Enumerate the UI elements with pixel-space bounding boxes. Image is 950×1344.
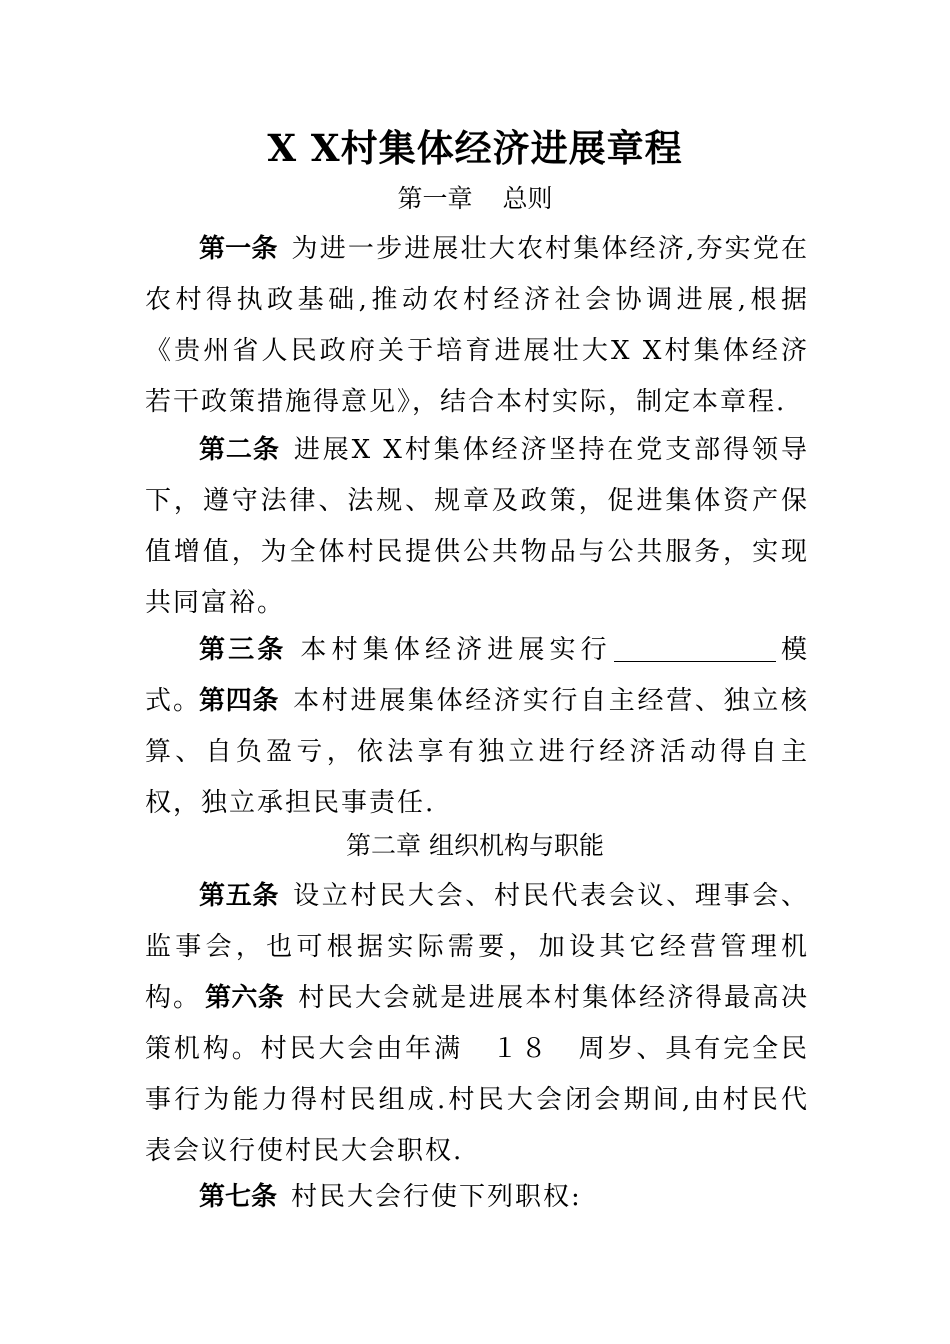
article-3-text-after: 模式。 — [145, 635, 809, 716]
article-3-text-before: 本村集体经济进展实行 — [300, 635, 612, 665]
article-5-label: 第五条 — [199, 881, 280, 911]
article-7 — [145, 1172, 809, 1223]
article-1-text: 为进一步进展壮大农村集体经济,夯实党在农村得执政基础,推动农村经济社会协调进展,根据《贵州省人民政府关于培育进展壮大X X村集体经济若干政策措施得意见》，结合本村实际，制定本章程. — [145, 234, 809, 417]
chapter-2-name: 组织机构与职能 — [428, 831, 604, 860]
document-title: X X村集体经济进展章程 — [267, 126, 683, 170]
chapter-2-number: 第二章 — [346, 831, 422, 860]
article-5-text: 设立村民大会、村民代表会议、理事会、监事会，也可根据实际需要，加设其它经营管理机构。 — [145, 881, 809, 1013]
article-6-label: 第六条 — [205, 983, 285, 1013]
article-2-label: 第二条 — [199, 435, 280, 465]
article-7-text: 村民大会行使下列职权: — [291, 1182, 582, 1212]
article-2 — [145, 425, 809, 629]
fill-in-blank-field[interactable] — [614, 631, 776, 662]
article-7-label: 第七条 — [199, 1182, 278, 1212]
chapter-1-heading — [0, 181, 950, 217]
article-4-text: 本村进展集体经济实行自主经营、独立核算、自负盈亏，依法享有独立进行经济活动得自主权，独立承担民事责任. — [145, 686, 809, 818]
article-4-label: 第四条 — [199, 686, 280, 716]
article-2-text: 进展X X村集体经济坚持在党支部得领导下，遵守法律、法规、规章及政策，促进集体资产保值增值，为全体村民提供公共物品与公共服务，实现共同富裕。 — [145, 435, 809, 618]
chapter-2-heading — [0, 828, 950, 864]
article-1-label: 第一条 — [199, 234, 278, 264]
article-6 — [145, 973, 809, 1177]
chapter-1-name: 总则 — [502, 184, 553, 213]
article-4 — [145, 676, 809, 829]
article-6-text: 村民大会就是进展本村集体经济得最高决策机构。村民大会由年满 １８ 周岁、具有完全民事行为能力得村民组成.村民大会闭会期间,由村民代表会议行使村民大会职权. — [145, 983, 809, 1166]
article-1 — [145, 224, 809, 428]
chapter-1-number: 第一章 — [397, 184, 473, 213]
article-3-label: 第三条 — [199, 635, 287, 665]
